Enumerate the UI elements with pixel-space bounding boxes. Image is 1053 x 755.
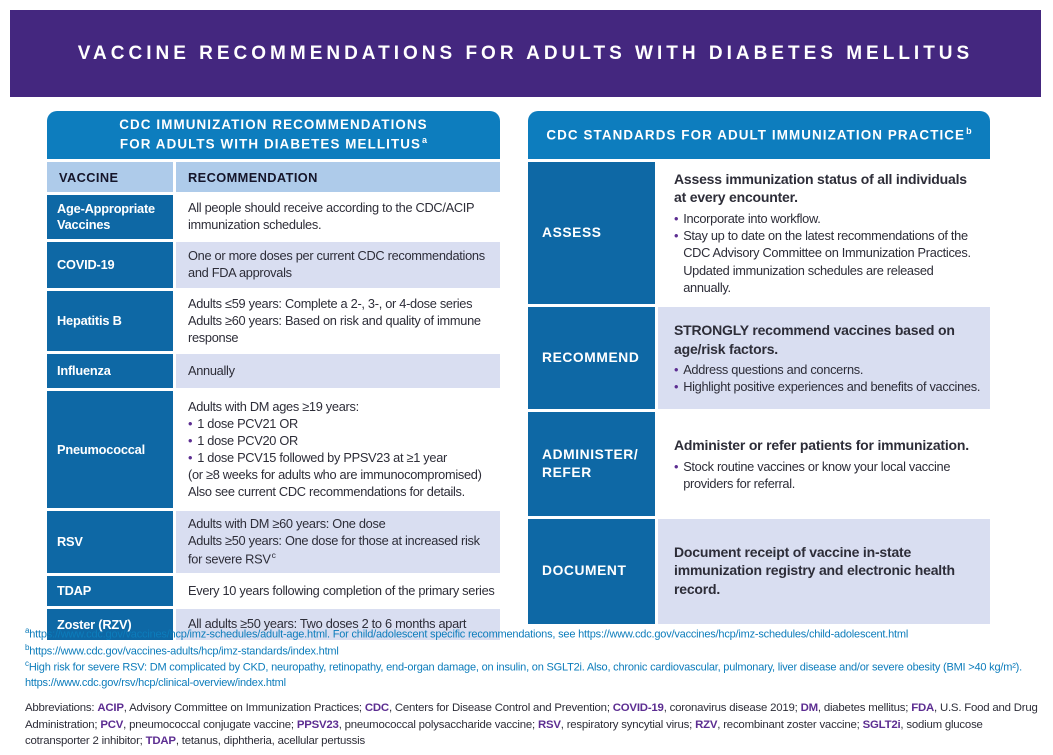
- vaccine-name-cell: Pneumococcal: [47, 391, 173, 508]
- left-title-line2: FOR ADULTS WITH DIABETES MELLITUS$^a$: [119, 135, 428, 152]
- footnote-marker-b: b: [25, 642, 30, 652]
- abbreviation-text: , coronavirus disease 2019;: [663, 702, 801, 714]
- abbreviation-term: SGLT2i: [862, 718, 901, 731]
- abbreviation-term: FDA: [911, 702, 935, 714]
- immunization-standards-table: [528, 111, 990, 624]
- standard-label-line: DOCUMENT: [542, 563, 627, 579]
- bullet-line: [674, 361, 982, 378]
- standard-heading: Document receipt of vaccine in-state immunization registry and electronic health record.: [674, 543, 955, 597]
- vaccine-name-cell: Influenza: [47, 354, 173, 388]
- vaccine-name-cell: Hepatitis B: [47, 291, 173, 352]
- abbreviation-term: PPSV23: [296, 718, 339, 731]
- standard-row: [528, 162, 990, 304]
- standard-content-cell: [658, 162, 990, 304]
- line-text: 1 dose PCV15 followed by PPSV23 at ≥1 year: [197, 449, 447, 465]
- line-text: Adults ≥50 years: One dose for those at increased risk for severe RSV: [188, 533, 480, 567]
- vaccine-name-cell: RSV: [47, 511, 173, 573]
- abbreviation-text: , Centers for Disease Control and Prevention;: [388, 702, 613, 714]
- content-panels: [47, 111, 990, 640]
- right-table-title: [528, 111, 990, 159]
- abbreviation-text: , tetanus, diphtheria, acellular pertussis: [175, 735, 365, 748]
- vaccine-row: [47, 242, 500, 288]
- abbreviation-term: ACIP: [97, 702, 124, 714]
- column-header-vaccine: VACCINE: [47, 162, 173, 192]
- standard-content-cell: [658, 412, 990, 516]
- vaccine-row: [47, 576, 500, 606]
- column-header-row: [47, 162, 500, 192]
- vaccine-rows: [47, 195, 500, 640]
- column-header-recommendation: RECOMMENDATION: [176, 162, 500, 192]
- standard-content-cell: [658, 519, 990, 624]
- text-line: [188, 313, 495, 347]
- standard-label-cell: [528, 307, 655, 409]
- footnotes: [25, 626, 1037, 690]
- bullet-icon: •: [674, 228, 679, 244]
- standard-label-line: ASSESS: [542, 224, 602, 240]
- line-text: Adults with DM ages ≥19 years:: [188, 399, 359, 415]
- standard-row: [528, 412, 990, 516]
- line-text: All people should receive according to the CDC/ACIP immunization schedules.: [188, 200, 475, 232]
- line-text: Highlight positive experiences and benefits of vaccines.: [683, 379, 981, 395]
- vaccine-row: [47, 511, 500, 573]
- line-text: Also see current CDC recommendations for details.: [188, 483, 465, 499]
- standard-content-cell: [658, 307, 990, 409]
- right-title-text: CDC STANDARDS FOR ADULT IMMUNIZATION PRACTICE$^b$: [546, 125, 972, 143]
- recommendation-cell: [176, 576, 500, 606]
- line-text: (or ≥8 weeks for adults who are immunocompromised): [188, 466, 482, 482]
- bullet-line: [188, 433, 495, 450]
- bullet-icon: •: [674, 458, 679, 474]
- bullet-line: [674, 458, 982, 493]
- abbreviation-text: , U.S. Food and Drug Administration;: [25, 702, 1038, 731]
- footnote-marker-a: a: [25, 626, 30, 635]
- line-text: 1 dose PCV21 OR: [197, 416, 298, 432]
- footnote-marker-c: c: [271, 550, 276, 561]
- text-line: [188, 516, 495, 533]
- bullet-line: [188, 450, 495, 467]
- footnote-text: https://www.cdc.gov/vaccines-adults/hcp/imz-standards/index.html: [29, 645, 339, 658]
- bullet-line: [188, 416, 495, 433]
- standard-heading: Administer or refer patients for immunization.: [674, 437, 969, 454]
- abbreviation-text: , Advisory Committee on Immunization Practices;: [123, 702, 365, 714]
- line-text: All adults ≥50 years: Two doses 2 to 6 months apart: [188, 616, 467, 632]
- text-line: [188, 248, 495, 282]
- standard-row: [528, 307, 990, 409]
- line-text: 1 dose PCV20 OR: [197, 433, 298, 449]
- abbreviation-term: DM: [800, 702, 818, 714]
- bullet-line: [674, 378, 982, 395]
- left-title-line1: CDC IMMUNIZATION RECOMMENDATIONS: [119, 116, 428, 132]
- vaccine-name-cell: TDAP: [47, 576, 173, 606]
- text-line: [188, 363, 495, 380]
- vaccine-row: [47, 354, 500, 388]
- bullet-icon: •: [674, 361, 679, 377]
- abbreviation-text: Abbreviations:: [25, 702, 98, 714]
- line-text: Adults with DM ≥60 years: One dose: [188, 516, 386, 532]
- recommendation-cell: [176, 354, 500, 388]
- line-text: Address questions and concerns.: [683, 361, 864, 377]
- standard-label-line: ADMINISTER/: [542, 446, 639, 462]
- abbreviation-term: TDAP: [145, 735, 176, 748]
- vaccine-row: [47, 291, 500, 352]
- recommendation-cell: [176, 511, 500, 573]
- standard-label-cell: [528, 162, 655, 304]
- abbreviation-term: COVID-19: [612, 702, 664, 714]
- standard-heading: STRONGLY recommend vaccines based on age/risk factors.: [674, 322, 955, 357]
- footnote-marker-a: a: [422, 135, 428, 146]
- bullet-line: [674, 227, 982, 296]
- text-line: [188, 467, 495, 484]
- footnote: [25, 626, 1037, 643]
- vaccine-row: [47, 391, 500, 508]
- abbreviation-term: RSV: [537, 718, 561, 731]
- text-line: [188, 200, 495, 234]
- abbreviation-text: , respiratory syncytial virus;: [560, 718, 696, 731]
- line-text: One or more doses per current CDC recommendations and FDA approvals: [188, 247, 485, 280]
- text-line: [188, 399, 495, 416]
- standard-heading: Assess immunization status of all individuals at every encounter.: [674, 171, 967, 206]
- abbreviation-term: PCV: [100, 718, 124, 731]
- recommendation-cell: [176, 391, 500, 508]
- banner: [10, 10, 1041, 97]
- bullet-icon: •: [674, 210, 679, 226]
- recommendation-cell: [176, 291, 500, 352]
- text-line: [188, 296, 495, 313]
- standard-label-line: RECOMMEND: [542, 349, 640, 365]
- line-text: Incorporate into workflow.: [683, 210, 821, 226]
- text-line: [188, 583, 495, 600]
- abbreviation-text: , pneumococcal conjugate vaccine;: [123, 718, 297, 731]
- line-text: Adults ≥60 years: Based on risk and quality of immune response: [188, 312, 481, 345]
- footnote: [25, 643, 1037, 660]
- bullet-icon: •: [188, 416, 193, 432]
- left-table-title: [47, 111, 500, 159]
- standard-row: [528, 519, 990, 624]
- recommendation-cell: [176, 195, 500, 239]
- vaccine-name-cell: Age-Appropriate Vaccines: [47, 195, 173, 239]
- standard-label-line: REFER: [542, 465, 592, 481]
- bullet-icon: •: [188, 449, 193, 465]
- footnote-text: https://www.cdc.gov/vaccines/hcp/imz-schedules/adult-age.html. For child/adolescent specific recommendations, see https://www.cdc.gov/vaccines/hcp/imz-schedules/child-adolescent.html: [29, 628, 909, 641]
- bullet-icon: •: [674, 379, 679, 395]
- abbreviations: [25, 700, 1039, 750]
- line-text: Adults ≤59 years: Complete a 2-, 3-, or 4-dose series: [188, 295, 473, 311]
- footnote: [25, 659, 1037, 690]
- standard-label-cell: [528, 519, 655, 624]
- abbreviation-text: , pneumococcal polysaccharide vaccine;: [338, 718, 538, 731]
- vaccine-name-cell: Zoster (RZV): [47, 609, 173, 640]
- recommendation-cell: [176, 242, 500, 288]
- line-text: Stay up to date on the latest recommendations of the CDC Advisory Committee on Immunization Practices. Updated immunization schedules are released annually.: [683, 228, 971, 295]
- line-text: Stock routine vaccines or know your local vaccine providers for referral.: [683, 458, 951, 491]
- abbreviation-term: CDC: [364, 702, 389, 714]
- text-line: [188, 533, 495, 568]
- footnote-marker-b: b: [966, 125, 972, 136]
- abbreviation-text: , recombinant zoster vaccine;: [717, 718, 863, 731]
- abbreviation-term: RZV: [695, 718, 718, 731]
- immunization-recommendations-table: [47, 111, 500, 640]
- standards-rows: [528, 162, 990, 624]
- abbreviation-text: , diabetes mellitus;: [817, 702, 912, 714]
- banner-title: VACCINE RECOMMENDATIONS FOR ADULTS WITH DIABETES MELLITUS: [77, 42, 974, 64]
- line-text: Annually: [188, 363, 235, 378]
- footnote-text: High risk for severe RSV: DM complicated by CKD, neuropathy, retinopathy, end-organ damage, on insulin, on SGLT2i. Also, chronic cardiovascular, pulmonary, liver disease and/or severe obesity (BMI >40 kg/m²). https://www.cdc.gov/rsv/hcp/clinical-overview/index.html: [25, 661, 1022, 689]
- line-text: Every 10 years following completion of the primary series: [188, 582, 495, 598]
- footnote-marker-c: c: [25, 659, 29, 668]
- bullet-line: [674, 210, 982, 227]
- abbreviation-text: , sodium glucose cotransporter 2 inhibitor;: [25, 718, 983, 748]
- vaccine-row: [47, 195, 500, 239]
- standard-label-cell: [528, 412, 655, 516]
- bullet-icon: •: [188, 433, 193, 449]
- vaccine-name-cell: COVID-19: [47, 242, 173, 288]
- text-line: [188, 484, 495, 501]
